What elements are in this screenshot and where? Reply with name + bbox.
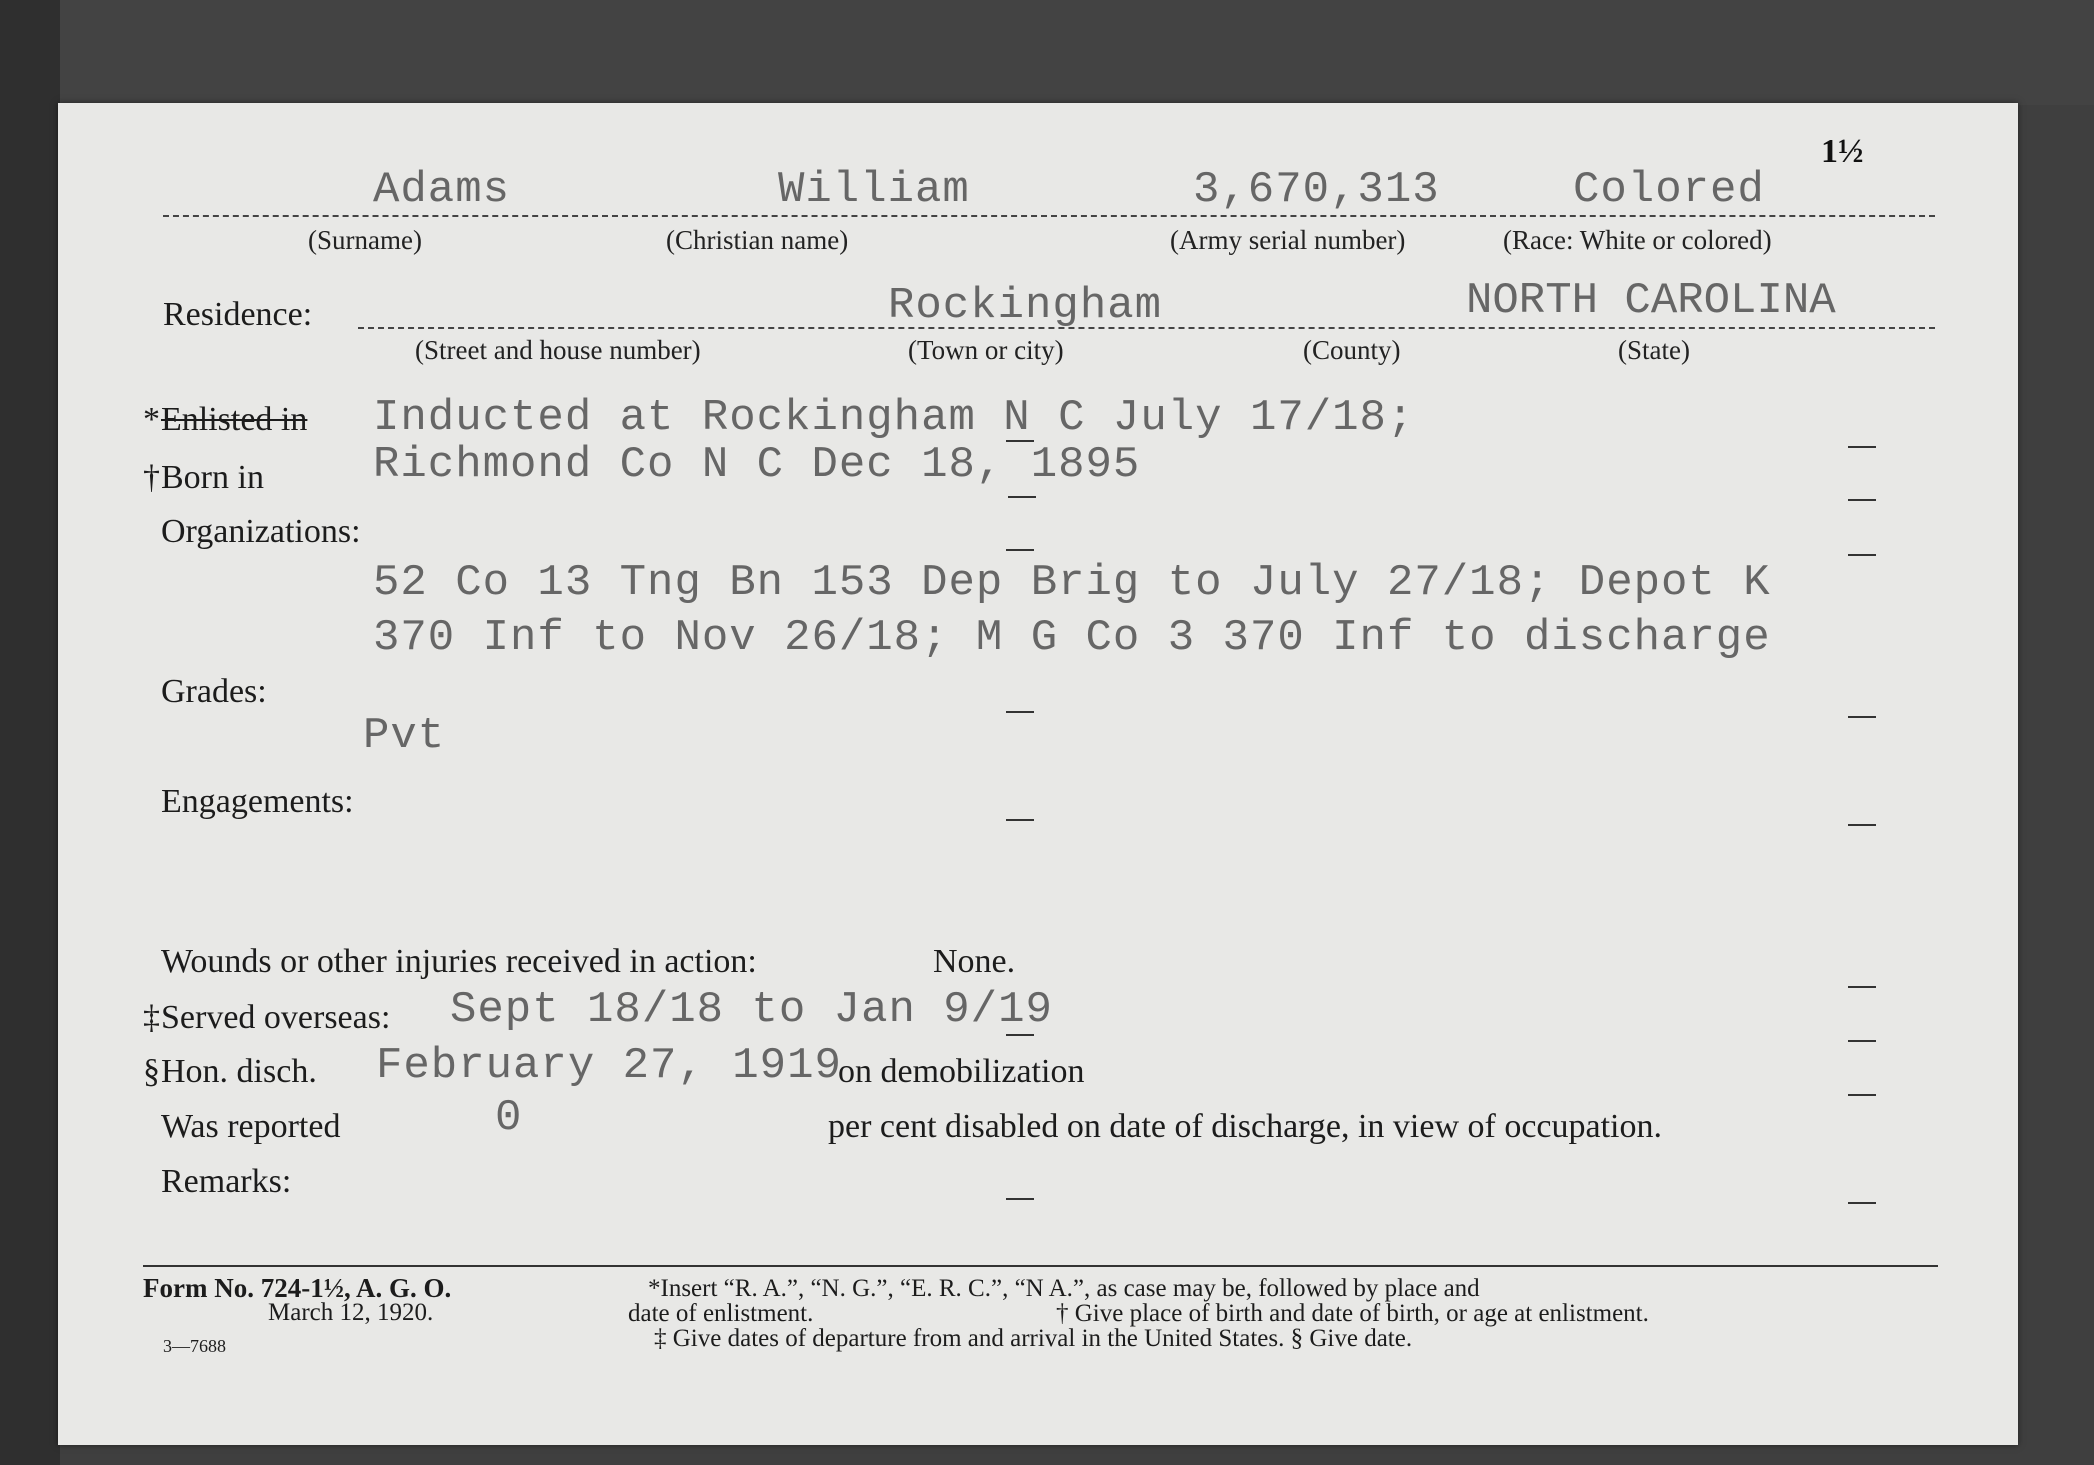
born-value: Richmond Co N C Dec 18, 1895	[373, 440, 1141, 490]
discharge-suffix: on demobilization	[838, 1053, 1085, 1090]
wounds-label: Wounds or other injuries received in action:	[161, 943, 757, 980]
county-caption: (County)	[1303, 335, 1401, 365]
discharge-value: February 27, 1919	[376, 1041, 842, 1091]
rule-mark	[1006, 1198, 1034, 1200]
state-caption: (State)	[1618, 335, 1690, 365]
grades-value: Pvt	[363, 711, 446, 761]
footnote-overseas: ‡ Give dates of departure from and arrival in the United States. § Give date.	[654, 1325, 1413, 1352]
residence-town-value: Rockingham	[888, 281, 1163, 331]
surname-caption: (Surname)	[308, 225, 422, 255]
service-record-card	[58, 103, 2018, 1445]
street-caption: (Street and house number)	[415, 335, 701, 365]
scan-background-left	[0, 0, 60, 1465]
reported-value: 0	[495, 1093, 523, 1143]
grades-label: Grades:	[161, 673, 267, 710]
enlisted-label: Enlisted in	[161, 401, 308, 438]
card-number: 1½	[1821, 133, 1864, 170]
engagements-label: Engagements:	[161, 783, 354, 820]
christian-name-caption: (Christian name)	[666, 225, 849, 255]
born-label: Born in	[161, 459, 264, 496]
rule-mark	[1006, 711, 1034, 713]
discharge-marker: §	[143, 1053, 160, 1090]
organizations-line-2: 370 Inf to Nov 26/18; M G Co 3 370 Inf to discharge	[373, 613, 1771, 663]
enlisted-marker: *	[143, 401, 160, 438]
race-caption: (Race: White or colored)	[1503, 225, 1772, 255]
rule-mark	[1848, 446, 1876, 448]
discharge-label: Hon. disch.	[161, 1053, 317, 1090]
overseas-value: Sept 18/18 to Jan 9/19	[450, 985, 1053, 1035]
residence-label: Residence:	[163, 296, 313, 333]
born-marker: †	[143, 459, 160, 496]
town-caption: (Town or city)	[908, 335, 1064, 365]
remarks-label: Remarks:	[161, 1163, 292, 1200]
wounds-value: None.	[933, 943, 1016, 980]
rule-mark	[1848, 554, 1876, 556]
form-date: March 12, 1920.	[268, 1299, 434, 1326]
footnote-birth: † Give place of birth and date of birth, or age at enlistment.	[1056, 1300, 1649, 1327]
footnote-enlistment: *Insert “R. A.”, “N. G.”, “E. R. C.”, “N A.”, as case may be, followed by place and	[648, 1275, 1480, 1302]
overseas-label: Served overseas:	[161, 999, 391, 1036]
rule-mark	[1848, 824, 1876, 826]
organizations-label: Organizations:	[161, 513, 361, 550]
surname-value: Adams	[373, 165, 511, 215]
christian-name-value: William	[778, 165, 970, 215]
rule-mark	[1006, 440, 1034, 442]
rule-mark	[1848, 1094, 1876, 1096]
reported-label: Was reported	[161, 1108, 341, 1145]
rule-mark	[1848, 499, 1876, 501]
rule-mark	[1848, 716, 1876, 718]
rule-mark	[1848, 1040, 1876, 1042]
rule-mark	[1006, 1034, 1034, 1036]
overseas-marker: ‡	[143, 999, 160, 1036]
form-number: Form No. 724-1½, A. G. O.	[143, 1273, 452, 1303]
residence-state-value: NORTH CAROLINA	[1466, 276, 1836, 326]
print-code: 3—7688	[163, 1336, 226, 1356]
reported-suffix: per cent disabled on date of discharge, in view of occupation.	[828, 1108, 1662, 1145]
rule-mark	[1006, 819, 1034, 821]
rule-mark	[1006, 549, 1034, 551]
footer-rule	[143, 1265, 1938, 1267]
rule-mark	[1848, 1202, 1876, 1204]
serial-number-value: 3,670,313	[1193, 165, 1440, 215]
race-value: Colored	[1573, 165, 1765, 215]
serial-number-caption: (Army serial number)	[1170, 225, 1406, 255]
footnote-enlistment-cont: date of enlistment.	[628, 1300, 814, 1327]
organizations-line-1: 52 Co 13 Tng Bn 153 Dep Brig to July 27/18; Depot K	[373, 558, 1771, 608]
rule-mark	[1848, 986, 1876, 988]
rule-mark	[1008, 496, 1036, 498]
header-rule	[163, 215, 1935, 217]
enlisted-value: Inducted at Rockingham N C July 17/18;	[373, 393, 1415, 443]
scan-background-top	[0, 0, 2094, 105]
residence-rule	[358, 327, 1935, 329]
